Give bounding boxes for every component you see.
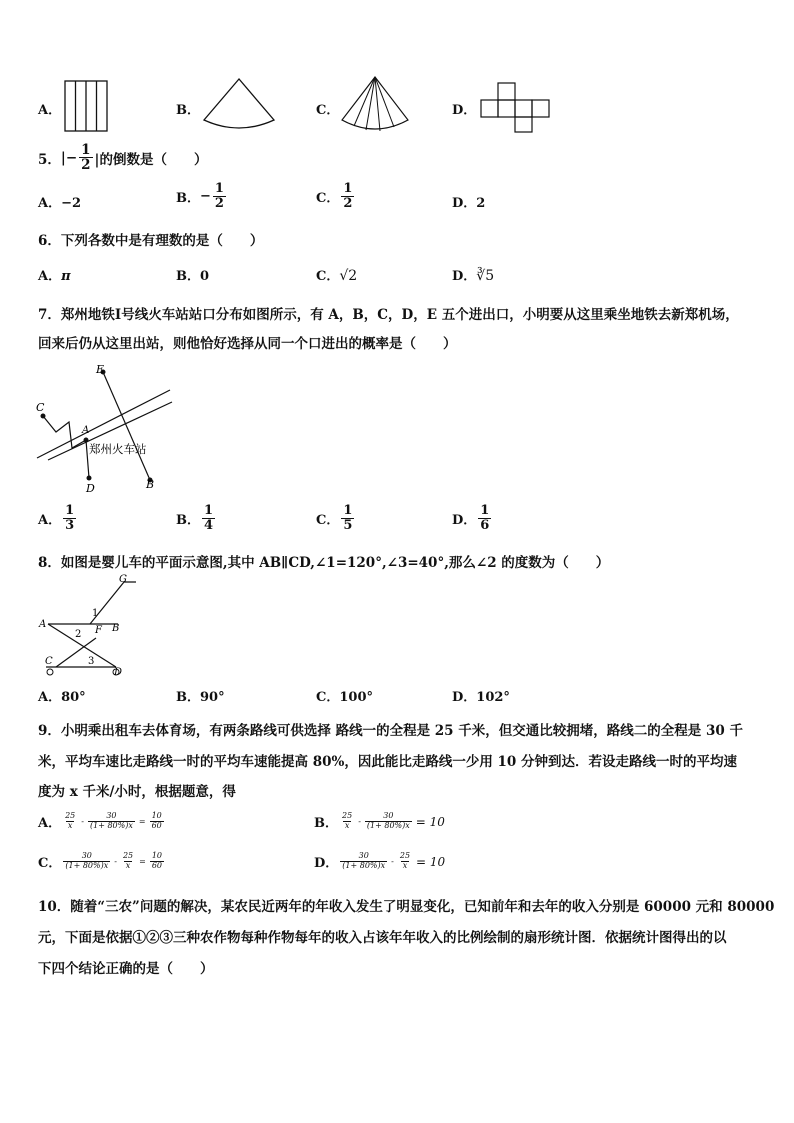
q5-stem	[38, 143, 207, 172]
q9-d-f1-num: 30	[358, 851, 369, 861]
q7-option-d-den: 6	[480, 517, 490, 533]
q5-option-c-label: C．	[316, 190, 340, 206]
q9-d-eq: = 10	[416, 854, 446, 869]
q7-label-d: D	[86, 482, 95, 495]
q8-label-angle3: 3	[88, 656, 95, 667]
q5-stem-suffix: |的倒数是（ ）	[94, 151, 208, 168]
q7-option-c-den: 5	[343, 517, 353, 533]
q7-option-a	[38, 504, 78, 532]
q5-option-c-den: 2	[343, 195, 353, 211]
q8-stroller-figure	[36, 574, 146, 680]
q6-option-a	[38, 265, 71, 284]
q9-d-f1-den: (1+ 80%)x	[342, 861, 386, 870]
q8-label-c: C	[45, 656, 53, 667]
q4-option-a-label: A．	[38, 103, 62, 118]
q9-option-b-label: B．	[314, 816, 338, 831]
q9-b-op: -	[358, 817, 361, 826]
q8-option-b-label: B．	[176, 690, 200, 705]
q5-number: 5．	[38, 151, 61, 168]
q7-option-c-label: C．	[316, 512, 340, 528]
q6-option-c-label: C．	[316, 269, 340, 284]
q5-option-d	[452, 192, 485, 211]
q9-c-f1-den: (1+ 80%)x	[65, 861, 109, 870]
q7-option-b-den: 4	[204, 517, 214, 533]
q5-option-b-num: 1	[214, 181, 224, 196]
q6-option-c	[316, 265, 357, 284]
q8-label-angle2: 2	[75, 629, 82, 640]
q9-c-f2-den: x	[125, 861, 131, 870]
q9-option-c-label: C．	[38, 856, 62, 871]
q4-option-d-figure	[478, 80, 554, 134]
q5-option-d-value: 2	[476, 196, 486, 211]
q6-option-b-value: 0	[200, 269, 210, 284]
q6-option-a-value: π	[61, 269, 71, 284]
q5-option-b-prefix: −	[200, 188, 211, 204]
q5-option-a	[38, 192, 81, 211]
q7-option-b-label: B．	[176, 512, 200, 528]
q8-option-d	[452, 686, 510, 705]
q8-option-b	[176, 686, 225, 705]
q4-option-b-figure	[198, 76, 280, 134]
q8-label-f: F	[95, 625, 102, 636]
q7-option-a-den: 3	[65, 517, 75, 533]
q9-d-f2-num: 25	[399, 851, 411, 861]
q6-stem: 6．下列各数中是有理数的是（ ）	[38, 233, 264, 249]
q9-c-f3-num: 10	[151, 851, 163, 861]
q8-option-b-value: 90°	[200, 690, 225, 705]
q8-label-d: D	[114, 667, 123, 678]
q8-stem: 8．如图是婴儿车的平面示意图,其中 AB∥CD,∠1=120°,∠3=40°,那么∠2 的度数为（ ）	[38, 555, 610, 571]
q6-option-b-label: B．	[176, 269, 200, 284]
q9-b-f2-den: (1+ 80%)x	[366, 821, 410, 830]
q5-option-b	[176, 182, 228, 210]
q7-option-b-num: 1	[204, 503, 214, 518]
q9-option-c	[38, 852, 166, 871]
q5-stem-frac-num: 1	[81, 142, 91, 158]
q9-b-f2-num: 30	[383, 811, 394, 821]
q9-c-f2-num: 25	[122, 851, 134, 861]
q9-stem-line3: 度为 x 千米/小时，根据题意，得	[38, 784, 236, 800]
q6-option-d	[452, 265, 494, 284]
q8-option-a-value: 80°	[61, 690, 86, 705]
q5-option-b-den: 2	[214, 195, 224, 211]
q5-option-a-value: −2	[61, 196, 82, 211]
q8-label-angle1: 1	[92, 608, 99, 619]
q7-station-label: 郑州火车站	[89, 442, 147, 456]
q7-option-d-label: D．	[452, 512, 477, 528]
q7-label-c: C	[36, 401, 45, 414]
q7-stem-line1: 7．郑州地铁Ⅰ号线火车站站口分布如图所示，有 A，B，C，D，E 五个进出口，小明要从这里乘坐地铁去新郑机场，	[38, 307, 739, 323]
q9-option-b	[314, 812, 445, 831]
q9-option-a	[38, 812, 166, 831]
q5-option-c-num: 1	[343, 181, 353, 196]
q7-option-a-label: A．	[38, 512, 62, 528]
q9-a-f3-num: 10	[151, 811, 162, 821]
q8-label-b: B	[112, 623, 120, 634]
q7-label-b: B	[146, 478, 155, 491]
q10-stem-line3: 下四个结论正确的是（ ）	[38, 961, 214, 977]
q6-option-d-label: D．	[452, 269, 477, 284]
q5-stem-fraction	[79, 143, 92, 172]
q5-option-c	[316, 182, 356, 210]
q8-option-c-label: C．	[316, 690, 340, 705]
q9-c-eq: =	[139, 857, 146, 866]
q9-b-f1-den: x	[344, 821, 350, 830]
q5-option-d-label: D．	[452, 196, 477, 211]
q9-stem-line1: 9．小明乘出租车去体育场，有两条路线可供选择 路线一的全程是 25 千米，但交通比较拥堵，路线二的全程是 30 千	[38, 723, 743, 739]
q9-c-f3-den: 60	[151, 861, 163, 870]
q9-stem-line2: 米，平均车速比走路线一时的平均车速能提高 80%，因此能比走路线一少用 10 分钟到达．若设走路线一时的平均速	[38, 754, 737, 770]
q8-option-c	[316, 686, 373, 705]
q7-option-a-num: 1	[65, 503, 75, 518]
q6-option-c-value: √2	[339, 268, 358, 284]
q8-label-g: G	[119, 574, 127, 585]
q5-option-b-label: B．	[176, 190, 200, 206]
q4-option-d-label: D．	[452, 103, 477, 118]
q8-option-d-value: 102°	[476, 690, 510, 705]
q9-a-op: -	[81, 817, 84, 826]
q7-option-c-num: 1	[343, 503, 353, 518]
q8-label-a: A	[39, 619, 47, 630]
q6-option-a-label: A．	[38, 269, 62, 284]
q9-d-op: -	[391, 857, 394, 866]
q9-c-f1-num: 30	[81, 851, 92, 861]
q9-d-f2-den: x	[402, 861, 408, 870]
q9-option-a-label: A．	[38, 816, 62, 831]
q7-stem-line2: 回来后仍从这里出站，则他恰好选择从同一个口进出的概率是（ ）	[38, 336, 457, 352]
q8-option-d-label: D．	[452, 690, 477, 705]
q9-option-d-label: D．	[314, 856, 339, 871]
q4-option-b-label: B．	[176, 103, 200, 118]
q7-option-b	[176, 504, 217, 532]
q5-option-c-fraction	[341, 182, 354, 210]
q7-option-d	[452, 504, 493, 532]
q6-option-b	[176, 265, 209, 284]
q7-label-e: E	[96, 363, 105, 376]
q7-label-a: A	[82, 425, 90, 436]
q4-option-c-label: C．	[316, 103, 340, 118]
q5-stem-frac-den: 2	[81, 157, 91, 174]
q10-stem-line1: 10．随着“三农”问题的解决，某农民近两年的年收入发生了明显变化，已知前年和去年的收入分别是 60000 元和 80000	[38, 899, 775, 915]
q4-option-c-figure	[338, 74, 412, 136]
q9-a-f1-num: 25	[65, 811, 76, 821]
q9-a-f2-num: 30	[106, 811, 117, 821]
q5-option-a-label: A．	[38, 196, 62, 211]
q8-option-a	[38, 686, 86, 705]
q8-option-a-label: A．	[38, 690, 62, 705]
q9-a-f3-den: 60	[151, 821, 162, 830]
q8-option-c-value: 100°	[339, 690, 373, 705]
q10-stem-line2: 元，下面是依据①②③三种农作物每种作物每年的收入占该年年收入的比例绘制的扇形统计图．依据统计图得出的以	[38, 930, 727, 946]
q7-station-map-figure	[32, 360, 177, 498]
q9-option-d	[314, 852, 445, 871]
q6-option-d-value: ∛5	[476, 268, 495, 284]
q7-option-d-num: 1	[480, 503, 490, 518]
q5-option-b-fraction	[213, 182, 226, 210]
q7-option-c	[316, 504, 356, 532]
q9-a-f1-den: x	[67, 821, 73, 830]
q4-option-a-figure	[62, 78, 112, 134]
q9-a-eq: =	[138, 817, 146, 826]
q9-a-f2-den: (1+ 80%)x	[89, 821, 133, 830]
q5-stem-prefix: |−	[60, 149, 78, 166]
q9-b-eq: = 10	[415, 814, 445, 829]
q9-c-op: -	[114, 857, 117, 866]
q9-b-f1-num: 25	[342, 811, 353, 821]
